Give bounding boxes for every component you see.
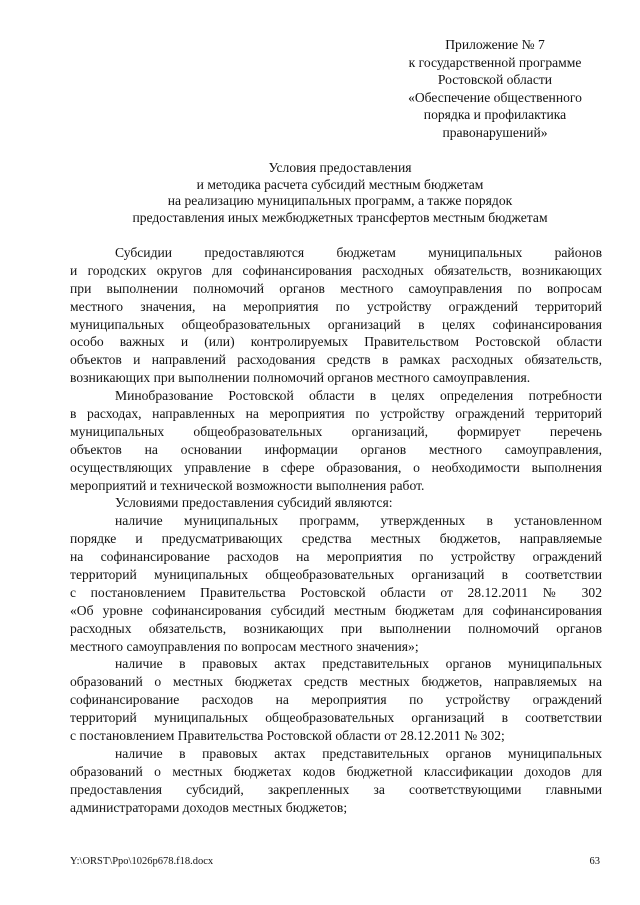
title-line: предоставления иных межбюджетных трансфертов местным бюджетам bbox=[132, 209, 548, 225]
footer-file-path: Y:\ORST\Ppo\1026p678.f18.docx bbox=[70, 856, 214, 867]
body-line: наличие в правовых актах представительных органов муниципальных bbox=[115, 745, 602, 761]
body-line: расходных обязательств, возникающих при выполнении полномочий органов bbox=[70, 620, 602, 636]
body-line: муниципальных общеобразовательных организаций в целях софинансирования bbox=[70, 316, 602, 332]
body-line: и городских округов для софинансирования расходных обязательств, возникающих bbox=[70, 262, 602, 278]
document-title bbox=[70, 160, 610, 226]
body-line: Минобразование Ростовской области в целях определения потребности bbox=[115, 388, 602, 404]
body-line: муниципальных общеобразовательных организаций, формирует перечень bbox=[70, 423, 602, 439]
body-line: предоставления субсидий, закрепленных за соответствующими главными bbox=[70, 781, 602, 797]
body-line: мероприятий и технической возможности выполнения работ. bbox=[70, 477, 425, 493]
appendix-line: к государственной программе bbox=[408, 54, 582, 70]
body-line: при выполнении полномочий органов местного самоуправления по вопросам bbox=[70, 280, 602, 296]
body-line: в расходах, направленных на мероприятия по устройству ограждений территорий bbox=[70, 406, 602, 422]
body-line: образований о местных бюджетах средств местных бюджетов, направляемых на bbox=[70, 674, 602, 690]
body-line: территорий муниципальных общеобразовательных организаций в соответствии bbox=[70, 567, 602, 583]
body-line: наличие муниципальных программ, утвержденных в установленном bbox=[115, 513, 602, 529]
body-line: софинансирование расходов на мероприятия по устройству ограждений bbox=[70, 692, 602, 708]
appendix-header bbox=[380, 36, 610, 142]
body-line: Субсидии предоставляются бюджетам муниципальных районов bbox=[115, 245, 602, 260]
body-line: объектов на основании информации органов местного самоуправления, bbox=[70, 441, 602, 457]
document-body bbox=[70, 244, 602, 817]
page-number: 63 bbox=[589, 856, 600, 867]
body-line: «Об уровне софинансирования субсидий местным бюджетам для софинансирования bbox=[70, 602, 602, 618]
appendix-line: Приложение № 7 bbox=[445, 37, 545, 52]
body-line: особо важных и (или) контролируемых Правительством Ростовской области bbox=[70, 334, 602, 350]
body-line: образований о местных бюджетах кодов бюджетной классификации доходов для bbox=[70, 763, 602, 779]
body-line: осуществляющих управление в сфере образования, о необходимости выполнения bbox=[70, 459, 602, 475]
body-line: местного самоуправления по вопросам местного значения»; bbox=[70, 638, 419, 654]
title-line: на реализацию муниципальных программ, а также порядок bbox=[167, 193, 513, 208]
body-line: Условиями предоставления субсидий являются: bbox=[115, 495, 393, 511]
appendix-line: порядка и профилактика bbox=[423, 107, 567, 123]
appendix-line: Ростовской области bbox=[437, 72, 553, 88]
body-line: администраторами доходов местных бюджетов; bbox=[70, 799, 348, 815]
body-line: территорий муниципальных общеобразовательных организаций в соответствии bbox=[70, 710, 602, 726]
body-line: местного значения, на мероприятия по устройству ограждений территорий bbox=[70, 298, 602, 314]
body-line: объектов и направлений расходования средств в рамках расходных обязательств, bbox=[70, 352, 602, 368]
body-line: с постановлением Правительства Ростовской области от 28.12.2011 № 302; bbox=[70, 728, 505, 744]
body-line: возникающих при выполнении полномочий органов местного самоуправления. bbox=[70, 370, 531, 386]
title-line: Условия предоставления bbox=[268, 160, 412, 175]
body-line: порядке и предусматривающих средства местных бюджетов, направляемые bbox=[70, 531, 602, 547]
body-line: на софинансирование расходов на мероприятия по устройству ограждений bbox=[70, 549, 602, 565]
body-line: наличие в правовых актах представительных органов муниципальных bbox=[115, 656, 602, 672]
body-line: с постановлением Правительства Ростовской области от 28.12.2011 № 302 bbox=[70, 584, 602, 600]
appendix-line: правонарушений» bbox=[442, 124, 548, 140]
title-line: и методика расчета субсидий местным бюджетам bbox=[196, 176, 484, 192]
appendix-line: «Обеспечение общественного bbox=[408, 89, 582, 105]
